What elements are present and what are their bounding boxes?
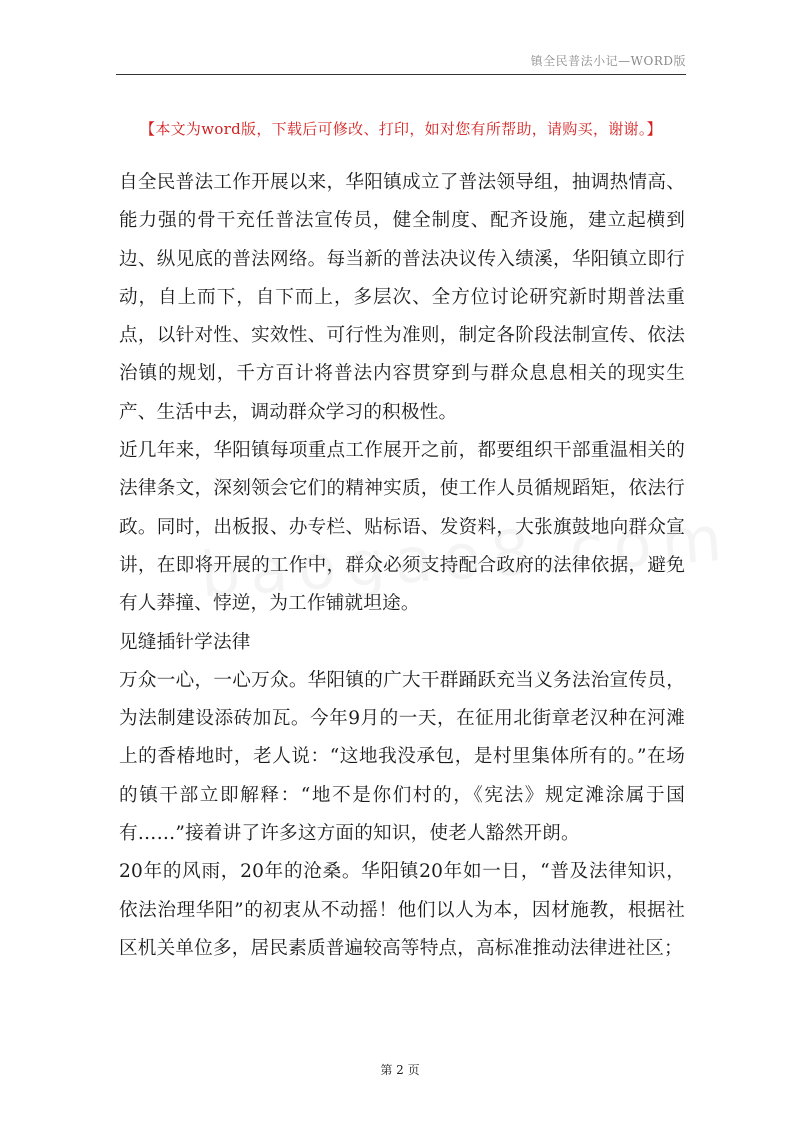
page-number: 第 2 页 [380, 1063, 420, 1077]
paragraph-recent-years: 近几年来，华阳镇每项重点工作展开之前，都要组织干部重温相关的法律条文，深刻领会它们的精神实质，使工作人员循规蹈矩，依法行政。同时，出板报、办专栏、贴标语、发资料，大张旗鼓地向群众宣讲，在即将开展的工作中，群众必须支持配合政府的法律依据，避免有人莽撞、悖逆，为工作铺就坦途。 [119, 440, 685, 615]
page-header: 镇全民普法小记—WORD版 [530, 54, 686, 68]
download-notice: 【本文为word版，下载后可修改、打印，如对您有所帮助，请购买，谢谢。】 [140, 120, 662, 138]
paragraph-volunteers: 万众一心，一心万众。华阳镇的广大干群踊跃充当义务法治宣传员，为法制建设添砖加瓦。今年9月的一天，在征用北街章老汉种在河滩上的香椿地时，老人说：“这地我没承包，是村里集体所有的。”在场的镇干部立即解释：“地不是你们村的，《宪法》规定滩涂属于国有……”接着讲了许多这方面的知识，使老人豁然开朗。 [119, 669, 685, 845]
paragraph-intro: 自全民普法工作开展以来，华阳镇成立了普法领导组，抽调热情高、能力强的骨干充任普法宣传员，健全制度、配齐设施，建立起横到边、纵见底的普法网络。每当新的普法决议传入绩溪，华阳镇立即行动，自上而下，自下而上，多层次、全方位讨论研究新时期普法重点，以针对性、实效性、可行性为准则，制定各阶段法制宣传、依法治镇的规划，千方百计将普法内容贯穿到与群众息息相关的现实生产、生活中去，调动群众学习的积极性。 [119, 172, 685, 423]
section-heading: 见缝插针学法律 [119, 631, 251, 653]
header-divider [116, 74, 686, 75]
article-body [119, 164, 685, 968]
paragraph-twenty-years: 20年的风雨，20年的沧桑。华阳镇20年如一日，“普及法律知识，依法治理华阳”的初衷从不动摇！他们以人为本，因材施教，根据社区机关单位多，居民素质普遍较高等特点，高标准推动法律进社区； [119, 861, 685, 959]
